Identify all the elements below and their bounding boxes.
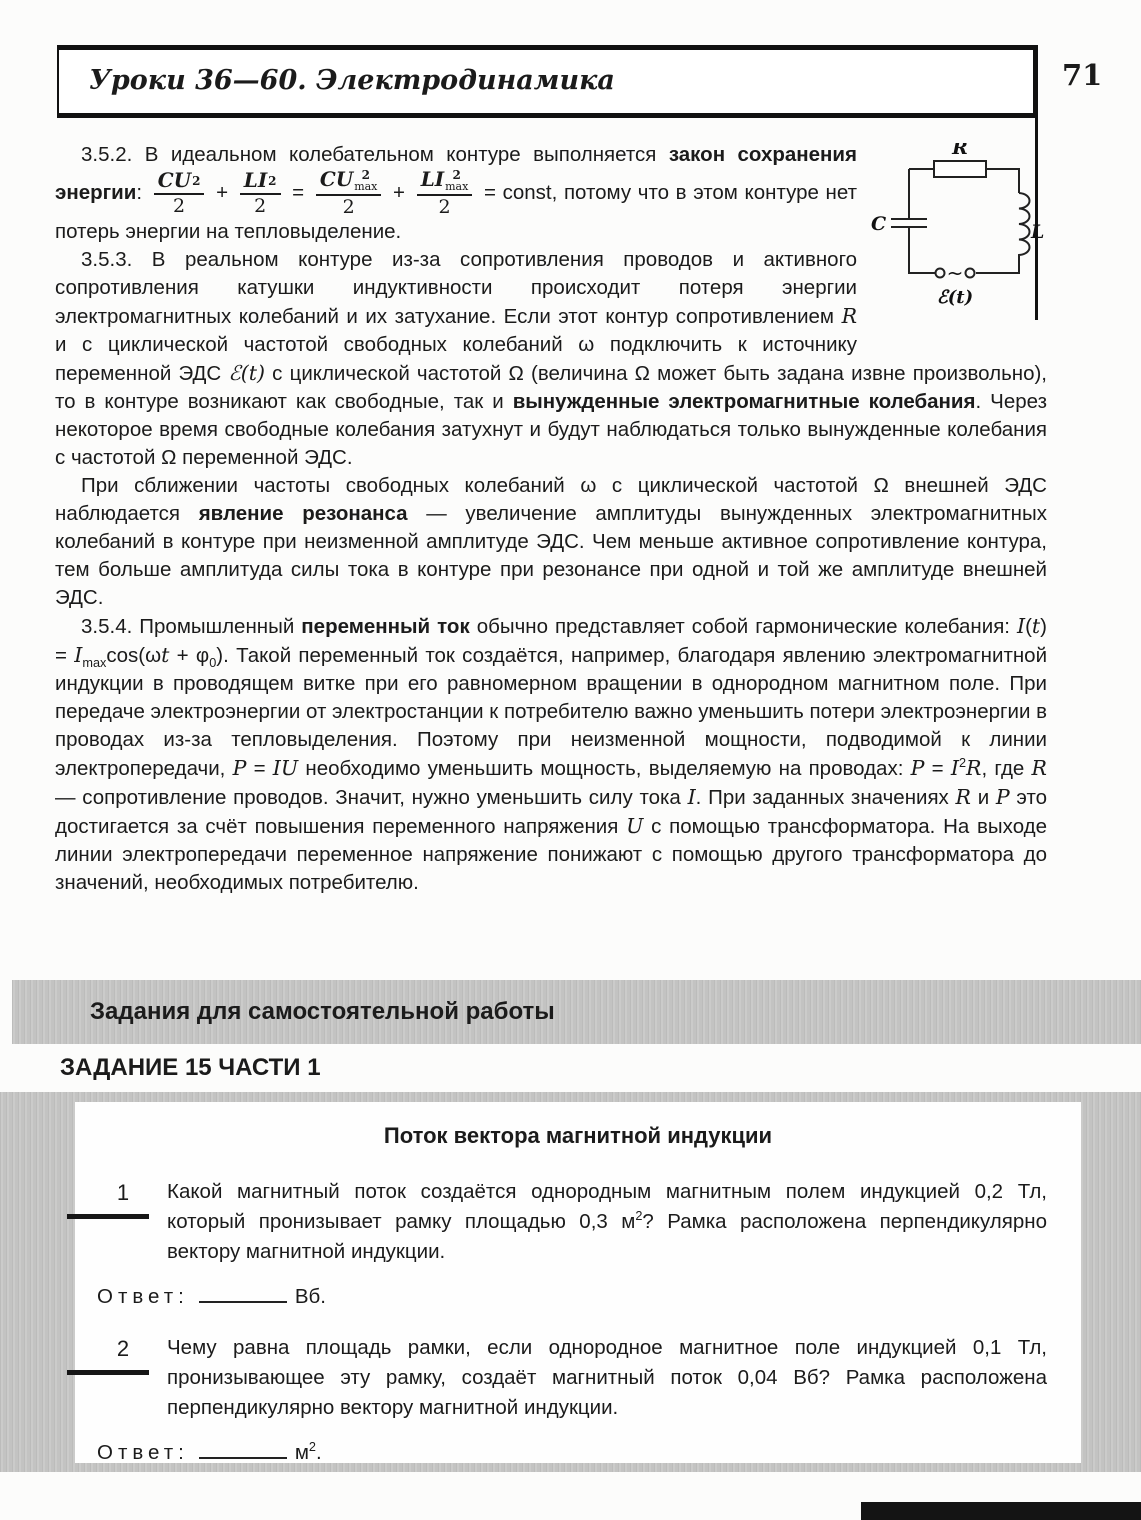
task-1-text: Какой магнитный поток создаётся однородным магнитным полем индукцией 0,2 Тл, который пронизывает рамку площадью 0,3 $м^2$? Рамка расположена перпендикулярно вектору магнитной индукции. <box>167 1180 1047 1263</box>
paragraph-3-5-4: 3.5.4. Промышленный переменный ток обычно представляет собой гармонические колебания: $I(t) = I_{max}\cos(\omega t + \varphi_0)$. Такой переменный ток создаётся, например, благодаря явлению электромагнитной индукции в проводящем витке при его равномерном вращении в однородном магнитном поле. При передаче электроэнергии от электростанции к потребителю важно уменьшить потери электроэнергии в проводах из-за тепловыделения. Поэтому при неизменной мощности, подводимой к линии электропередачи, P = IU необходимо уменьшить мощность, выделяемую на проводах: $P = I^2R$, где R — сопротивление проводов. Значит, нужно уменьшить силу тока I. При заданных значениях R и P это достигается за счёт повышения переменного напряжения U с помощью трансформатора. На выходе линии электропередачи переменное напряжение понижают с помощью другого трансформатора до значений, необходимых потребителю. <box>55 614 1047 895</box>
selfwork-section-title: Задания для самостоятельной работы <box>90 998 555 1025</box>
task-box-title: Поток вектора магнитной индукции <box>383 1123 773 1148</box>
task-box <box>75 1102 1081 1463</box>
answer-2-label: Ответ: <box>97 1441 189 1464</box>
lcr-circuit-svg <box>869 143 1047 311</box>
answer-1-blank <box>199 1283 287 1303</box>
task-2-text: Чему равна площадь рамки, если однородное магнитное поле индукцией 0,1 Тл, пронизывающее эту рамку, создаёт магнитный поток 0,04 Вб? Рамка расположена перпендикулярно вектору магнитной индукции. <box>167 1336 1047 1419</box>
page-corner-bar <box>861 1502 1141 1520</box>
source-terminal-right <box>966 269 975 278</box>
selfwork-section-band <box>12 980 1141 1044</box>
paragraph-3-5-3: 3.5.3. В реальном контуре из-за сопротивления проводов и активного сопротивления катушки индуктивности происходит потеря энергии электромагнитных колебаний и их затухание. Если этот контур сопротивлением R и с циклической частотой свободных колебаний ω подключить к источнику переменной ЭДС ℰ(t) с циклической частотой Ω (величина Ω может быть задана извне произвольно), то в контуре возникают как свободные, так и вынужденные электромагнитные колебания. Через некоторое время свободные колебания затухнут и будут наблюдаться только вынужденные колебания с частотой Ω переменной ЭДС. <box>55 248 1047 470</box>
task-2-number-rule <box>67 1370 149 1375</box>
answer-2-unit: $м^2$. <box>294 1439 322 1464</box>
main-text <box>55 141 1047 983</box>
paragraph-3-5-2: 3.5.2. В идеальном колебательном контуре выполняется закон сохранения энергии: CU 2 2 + LI 2 2 = CU 2 max 2 + LI 2 max 2 = const, потому что в этом контуре нет потерь энергии на тепловыделение. <box>55 143 857 244</box>
circuit-figure <box>869 143 1047 339</box>
ac-symbol: ~ <box>946 261 964 285</box>
page-number: 71 <box>1062 58 1103 92</box>
task-item-2 <box>75 1333 1081 1423</box>
answer-row-2 <box>97 1439 1081 1465</box>
task-2-number: 2 <box>116 1336 130 1361</box>
page-header-title: Уроки 36—60. Электродинамика <box>89 65 615 96</box>
task-item-1 <box>75 1177 1081 1267</box>
capacitor-label: C <box>871 213 887 235</box>
emf-label: ℰ(t) <box>936 287 974 308</box>
paragraph-resonance: При сближении частоты свободных колебаний ω с циклической частотой Ω внешней ЭДС наблюдается явление резонанса — увеличение амплитуды вынужденных электромагнитных колебаний в контуре при неизменной амплитуде ЭДС. Чем меньше активное сопротивление контура, тем больше амплитуда силы тока в контуре при резонансе при одной и той же амплитуде внешней ЭДС. <box>55 474 1047 610</box>
answer-row-1 <box>97 1283 1081 1309</box>
task-1-number-rule <box>67 1214 149 1219</box>
answer-1-label: Ответ: <box>97 1285 189 1308</box>
inductor-label: L <box>1031 221 1045 243</box>
resistor-symbol <box>934 161 986 177</box>
answer-1-unit: Вб. <box>294 1285 326 1308</box>
bottom-left-wire <box>909 169 935 273</box>
capacitor-symbol <box>891 219 927 227</box>
task-1-number: 1 <box>116 1180 130 1205</box>
source-terminal-left <box>936 269 945 278</box>
resistor-label: R <box>952 143 968 159</box>
answer-2-blank <box>199 1439 287 1459</box>
page-header-box <box>57 45 1035 118</box>
task-gray-area <box>0 1092 1141 1472</box>
inductor-symbol <box>976 193 1030 273</box>
task-heading: ЗАДАНИЕ 15 ЧАСТИ 1 <box>60 1054 321 1081</box>
